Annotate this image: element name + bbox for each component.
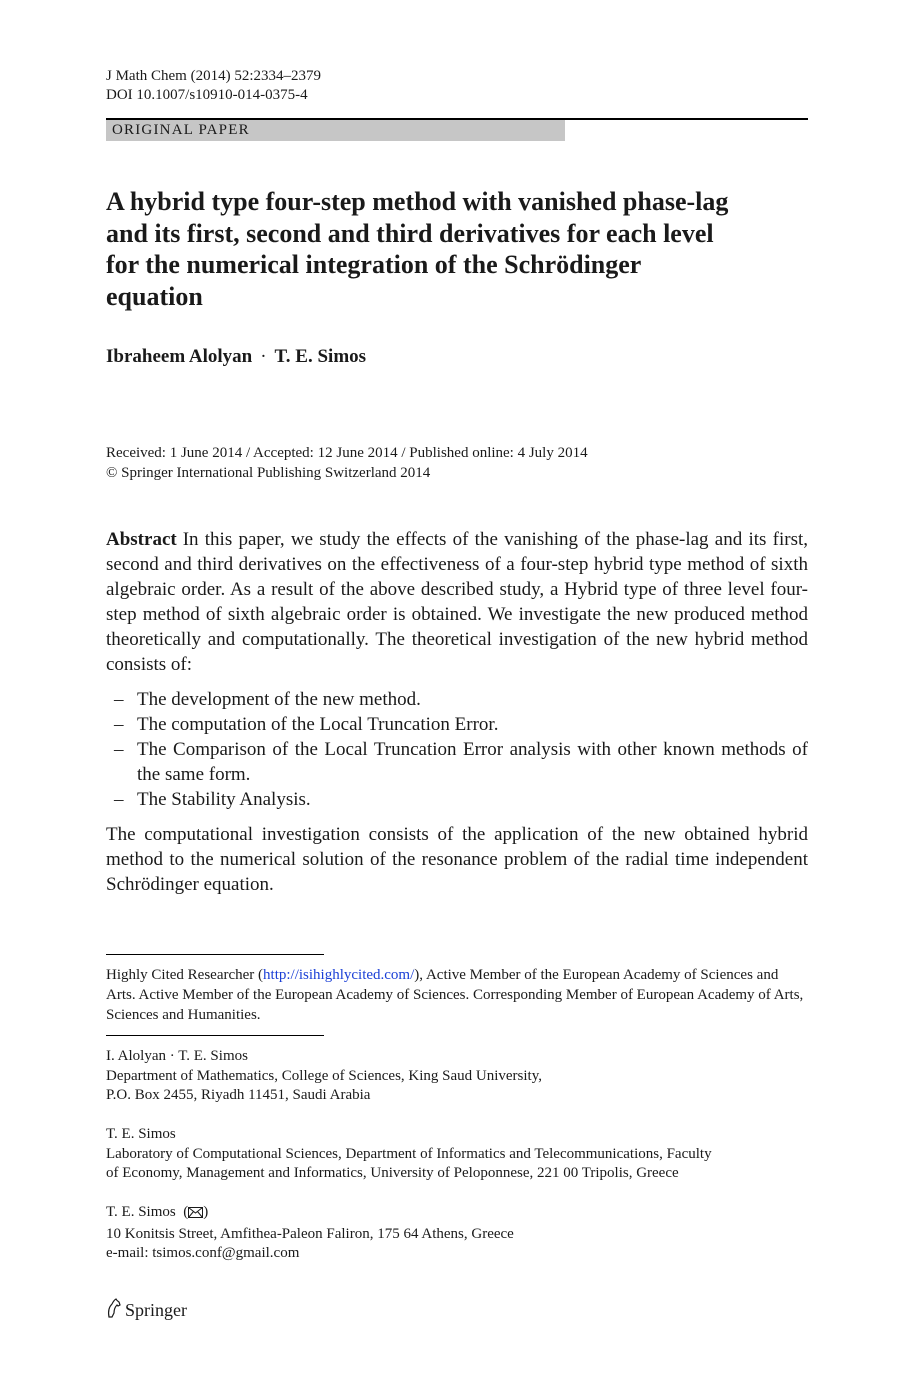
journal-doi: DOI 10.1007/s10910-014-0375-4 (106, 87, 308, 103)
affiliation-names: T. E. Simos (106, 1126, 176, 1142)
paper-title (106, 186, 796, 312)
footnote-prefix: Highly Cited Researcher ( (106, 967, 264, 983)
abstract-label: Abstract (106, 529, 177, 550)
author-separator: · (260, 346, 267, 367)
list-item (106, 737, 808, 787)
publication-dates (106, 443, 588, 483)
title-line: for the numerical integration of the Schrödinger (106, 250, 642, 279)
abstract-intro-text: In this paper, we study the effects of the vanishing of the phase-lag and its first, second and third derivatives on the effectiveness of a four-step hybrid type method of sixth algebraic order. As a result of the above described study, a Hybrid type of three level four-step method of sixth algebraic order is obtained. We investigate the new produced method theoretically and computationally. The theoretical investigation of the new hybrid method consists of: (106, 529, 808, 675)
list-bullet: – (114, 739, 124, 760)
affiliation-line: 10 Konitsis Street, Amfithea-Paleon Faliron, 175 64 Athens, Greece (106, 1225, 514, 1242)
affiliation-line: P.O. Box 2455, Riyadh 11451, Saudi Arabia (106, 1087, 371, 1103)
affiliation-line: Department of Mathematics, College of Sciences, King Saud University, (106, 1067, 543, 1084)
article-type-bar: ORIGINAL PAPER (106, 120, 565, 141)
affiliation-block (106, 1125, 808, 1184)
footnote (106, 965, 808, 1025)
title-line: and its first, second and third derivatives for each level (106, 218, 714, 248)
footnote-link[interactable]: http://isihighlycited.com/ (263, 967, 415, 983)
affiliation-block (106, 1047, 808, 1106)
abstract-section (106, 527, 808, 897)
list-bullet: – (114, 714, 124, 735)
author-name: Ibraheem Alolyan (106, 346, 253, 367)
list-item-text: The Stability Analysis. (137, 789, 311, 810)
history-line: Received: 1 June 2014 / Accepted: 12 June 2014 / Published online: 4 July 2014 (106, 445, 588, 461)
author-list (106, 346, 366, 368)
title-line: A hybrid type four-step method with vanished phase-lag (106, 187, 729, 216)
journal-header (106, 67, 321, 105)
title-line: equation (106, 281, 203, 311)
affiliation-names-row: T. E. Simos ( ) (106, 1203, 808, 1225)
list-item (106, 712, 808, 737)
list-item-text: The computation of the Local Truncation Error. (137, 714, 499, 735)
affiliation-block (106, 1203, 808, 1264)
copyright-line: © Springer International Publishing Switzerland 2014 (106, 465, 431, 481)
publisher-footer (106, 1298, 187, 1323)
list-item-text: The development of the new method. (137, 689, 421, 710)
footnote-suffix: ), Active Member of the European Academy of Sciences and Arts. Active Member of the European Academy of Sciences. Corresponding Member of European Academy of Arts, Sciences and Humanities. (106, 967, 804, 1023)
author-name: T. E. Simos (274, 346, 367, 367)
journal-citation: J Math Chem (2014) 52:2334–2379 (106, 68, 321, 84)
affiliation-line: Laboratory of Computational Sciences, Department of Informatics and Telecommunications, Faculty (106, 1145, 712, 1162)
list-item (106, 687, 808, 712)
abstract-closing: The computational investigation consists of the application of the new obtained hybrid method to the numerical solution of the resonance problem of the radial time independent Schrödinger equation. (106, 824, 808, 895)
list-item-text: The Comparison of the Local Truncation Error analysis with other known methods of the same form. (137, 739, 808, 785)
list-bullet: – (114, 789, 124, 810)
affiliation-email: e-mail: tsimos.conf@gmail.com (106, 1245, 300, 1261)
springer-horse-icon (106, 1298, 122, 1323)
abstract-intro (106, 527, 808, 677)
affiliation-names: I. Alolyan · T. E. Simos (106, 1048, 248, 1064)
abstract-list (106, 687, 808, 812)
list-bullet: – (114, 689, 124, 710)
publisher-name: Springer (125, 1300, 187, 1320)
footnote-rule (106, 954, 324, 955)
affiliation-rule (106, 1035, 324, 1036)
affiliation-line: of Economy, Management and Informatics, University of Peloponnese, 221 00 Tripolis, Greece (106, 1165, 679, 1181)
affiliation-names: T. E. Simos (106, 1204, 176, 1220)
envelope-icon (188, 1205, 203, 1225)
list-item (106, 787, 808, 812)
